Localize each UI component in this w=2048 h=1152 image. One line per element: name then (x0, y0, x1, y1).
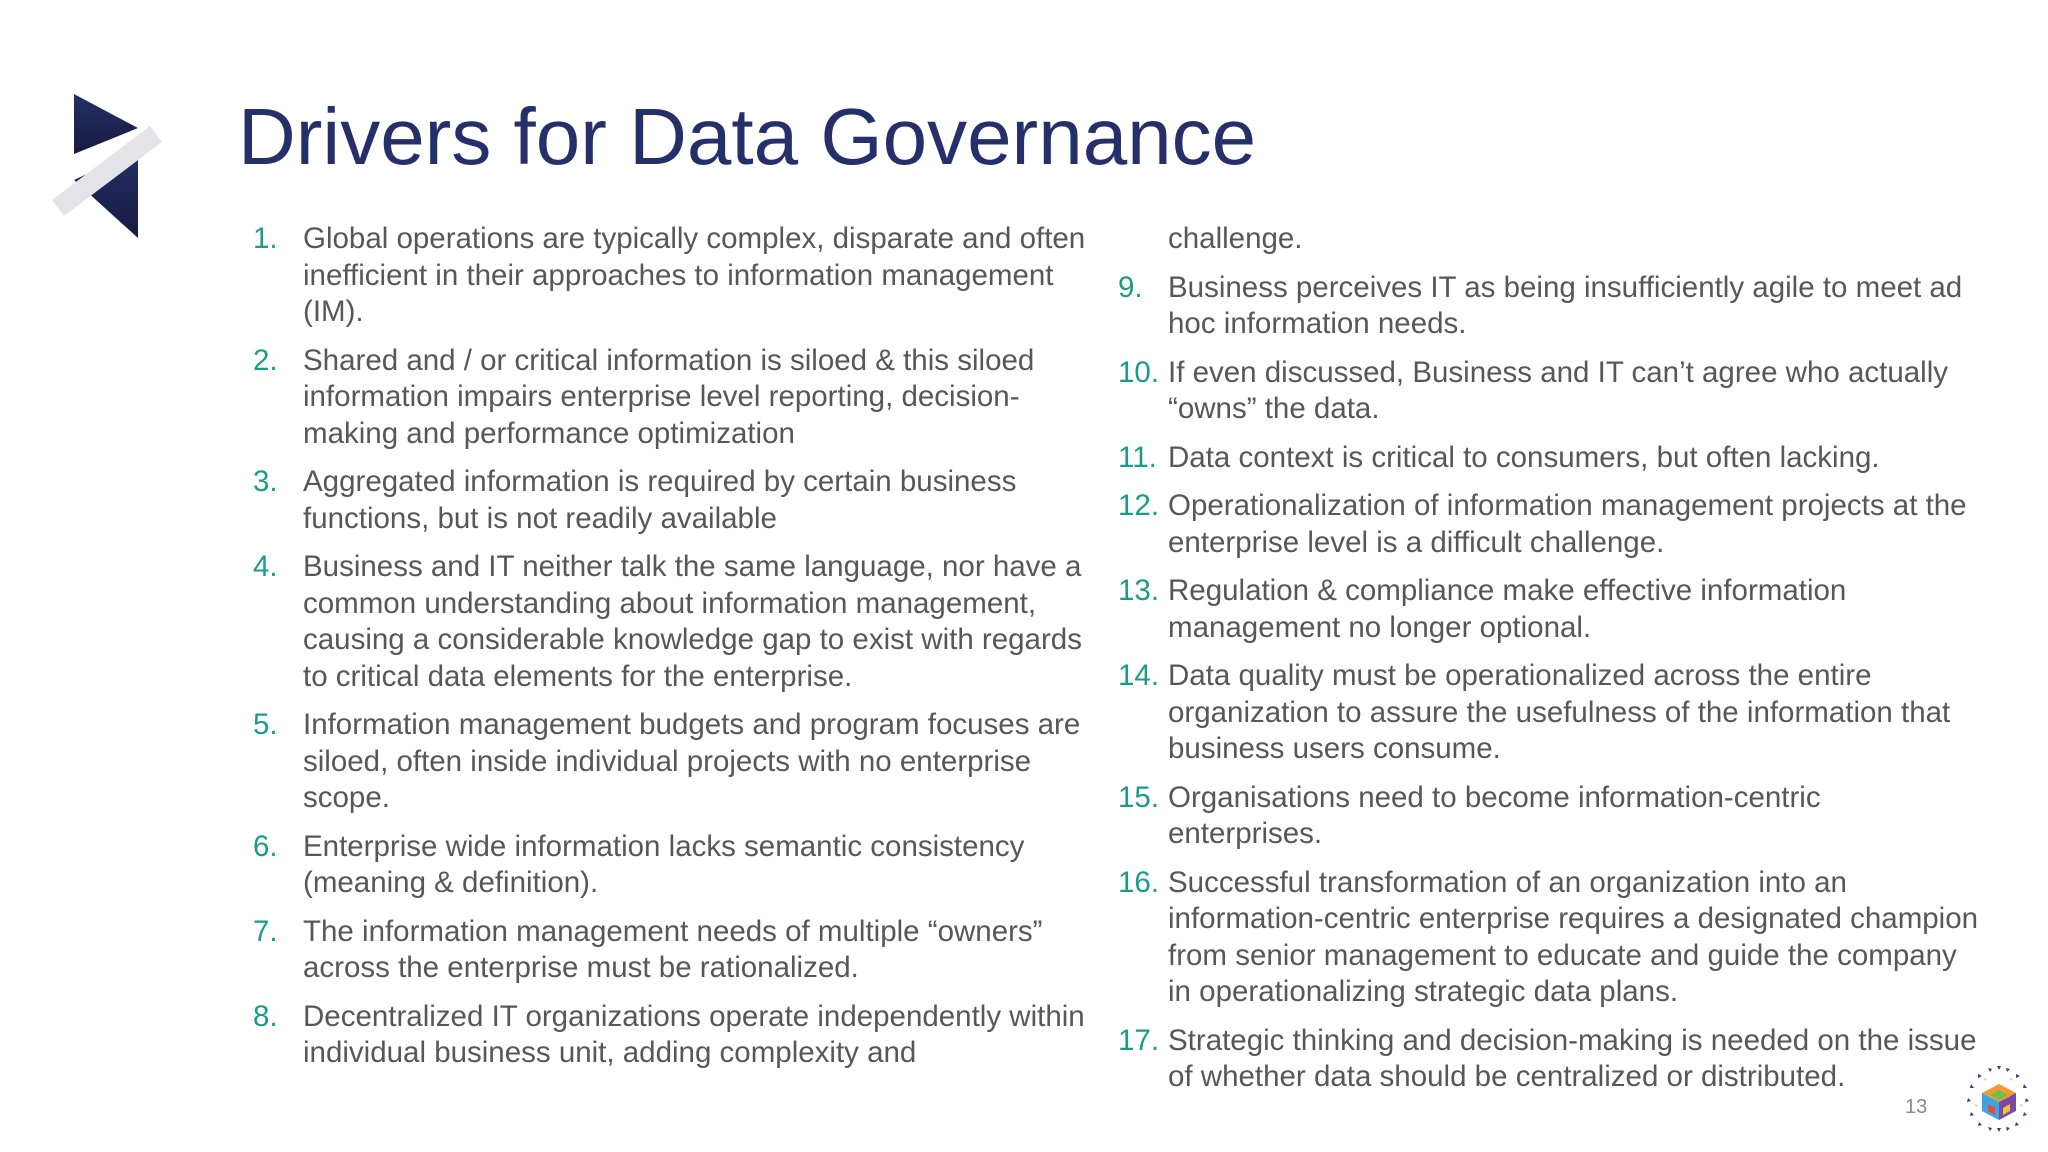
list-item (1118, 355, 1980, 428)
cube-brand-icon (1966, 1064, 2032, 1134)
list-item (1118, 488, 1980, 561)
item-number: 2. (253, 343, 278, 377)
item-text: If even discussed, Business and IT can’t agree who actually “owns” the data. (1168, 355, 1949, 425)
list-item (253, 914, 1103, 987)
item-number: 11. (1118, 440, 1157, 474)
item-number: 12. (1118, 489, 1160, 522)
list-item (253, 829, 1103, 902)
item-text: Organisations need to become information-centric enterprises. (1168, 780, 1821, 850)
item-text: Business and IT neither talk the same language, nor have a common understanding about information management, causing a considerable knowledge gap to exist with regards to critical data elements for the enterprise. (303, 550, 1082, 693)
drivers-list-left (253, 221, 1103, 1084)
page-number: 13 (1905, 1096, 1928, 1118)
slide-title: Drivers for Data Governance (238, 92, 1257, 181)
item-number: 7. (253, 914, 278, 948)
item-text: Regulation & compliance make effective information management no longer optional. (1168, 574, 1847, 644)
item-number: 5. (253, 708, 278, 741)
list-item (1118, 780, 1980, 853)
item-text: Data context is critical to consumers, but often lacking. (1168, 440, 1880, 474)
item-text: Successful transformation of an organization into an information-centric enterprise requires a designated champion from senior management to educate and guide the company in operationalizing strategic data plans. (1168, 865, 1979, 1008)
list-item (253, 343, 1103, 453)
item-text: Global operations are typically complex, disparate and often inefficient in their approaches to information management (IM). (303, 222, 1086, 328)
item-number: 15. (1118, 780, 1160, 814)
item-number: 13. (1118, 574, 1160, 607)
item-text: Decentralized IT organizations operate independently within individual business unit, adding complexity and (303, 999, 1085, 1069)
item-number: 3. (253, 465, 278, 498)
item-number: 8. (253, 999, 278, 1033)
item-number: 1. (253, 222, 278, 255)
list-item (1118, 573, 1980, 646)
item-number: 9. (1118, 270, 1143, 304)
list-item (253, 999, 1103, 1072)
list-item-continuation: challenge. (1168, 222, 1303, 255)
item-number: 17. (1118, 1023, 1160, 1057)
list-item (1118, 1023, 1980, 1096)
list-item (253, 221, 1103, 331)
list-item (253, 549, 1103, 695)
item-text: Enterprise wide information lacks semantic consistency (meaning & definition). (303, 829, 1025, 899)
list-item (253, 707, 1103, 817)
item-number: 4. (253, 550, 278, 583)
item-text: Operationalization of information management projects at the enterprise level is a difficult challenge. (1168, 489, 1967, 559)
item-number: 14. (1118, 659, 1160, 692)
list-item (1118, 270, 1980, 343)
item-text: Aggregated information is required by certain business functions, but is not readily available (303, 465, 1017, 535)
item-text: Shared and / or critical information is siloed & this siloed information impairs enterprise level reporting, decision-making and performance optimization (303, 343, 1035, 450)
item-number: 10. (1118, 355, 1160, 389)
item-text: Information management budgets and program focuses are siloed, often inside individual projects with no enterprise scope. (303, 708, 1081, 814)
item-text: Data quality must be operationalized across the entire organization to assure the usefulness of the information that business users consume. (1168, 659, 1951, 765)
list-item (1118, 658, 1980, 768)
item-number: 6. (253, 829, 278, 863)
item-text: The information management needs of multiple “owners” across the enterprise must be rationalized. (303, 914, 1043, 984)
list-item (1118, 865, 1980, 1011)
item-text: Strategic thinking and decision-making is needed on the issue of whether data should be centralized or distributed. (1168, 1023, 1977, 1093)
list-item (253, 464, 1103, 537)
chevron-logo-icon (48, 90, 166, 240)
list-item (1118, 440, 1980, 477)
item-text: Business perceives IT as being insufficiently agile to meet ad hoc information needs. (1168, 270, 1963, 340)
item-number: 16. (1118, 865, 1160, 899)
drivers-list-right (1118, 221, 1980, 1108)
